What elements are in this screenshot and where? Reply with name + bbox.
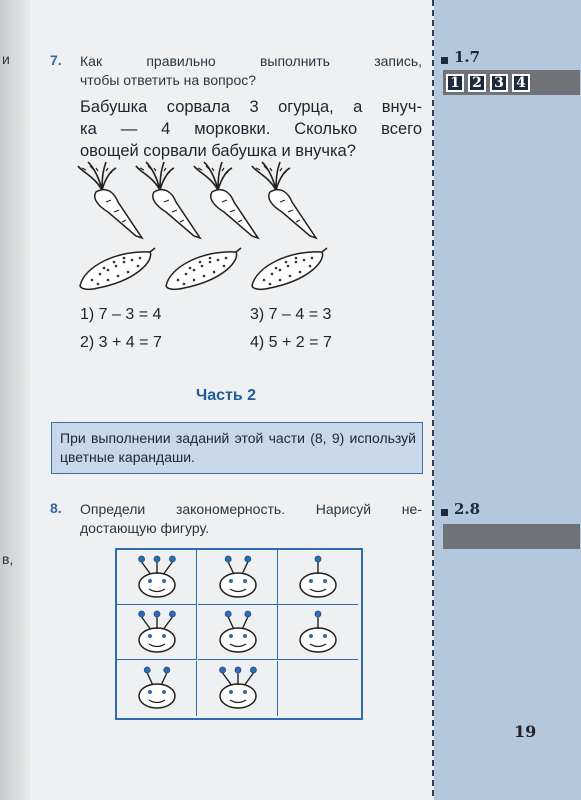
grid-cell[interactable] bbox=[278, 661, 358, 716]
gutter-letter-top: и bbox=[2, 51, 10, 67]
carrot-icon bbox=[252, 162, 316, 238]
grid-cell bbox=[198, 605, 278, 660]
grid-cell bbox=[198, 661, 278, 716]
level-box-1: 1 bbox=[446, 74, 464, 92]
grid-cell bbox=[117, 661, 197, 716]
cucumber-icon bbox=[166, 248, 241, 289]
part-title: Часть 2 bbox=[196, 387, 257, 404]
margin-sidebar bbox=[434, 0, 581, 800]
skill-tag-1: 1.7 bbox=[454, 48, 481, 66]
carrot-icon bbox=[136, 162, 200, 238]
cucumber-icon bbox=[80, 248, 155, 289]
instructions-text: При выполнении заданий этой части (8, 9) используй цветные карандаши. bbox=[60, 430, 416, 465]
story-line-3: овощей сорвали бабушка и внучка? bbox=[80, 142, 356, 160]
bug-face-icon bbox=[117, 661, 197, 716]
grid-cell bbox=[278, 605, 358, 660]
tag-bullet bbox=[441, 509, 448, 516]
carrot-icon bbox=[78, 162, 142, 238]
tag-bullet bbox=[441, 57, 448, 64]
question-line-2: чтобы ответить на вопрос? bbox=[80, 72, 257, 88]
grid-cell bbox=[117, 605, 197, 660]
page-number: 19 bbox=[514, 722, 537, 741]
answer-option-4: 4) 5 + 2 = 7 bbox=[250, 334, 332, 351]
grid-cell bbox=[198, 550, 278, 605]
bug-face-icon bbox=[198, 550, 278, 605]
page-gutter bbox=[0, 0, 30, 800]
story-line-2: ка — 4 морковки. Сколько всего bbox=[80, 120, 422, 138]
bug-face-icon bbox=[278, 605, 358, 660]
carrots-illustration bbox=[76, 162, 346, 240]
level-box-4: 4 bbox=[512, 74, 530, 92]
task8-line-2: достающую фигуру. bbox=[80, 520, 209, 536]
bug-face-icon bbox=[117, 605, 197, 660]
level-box-2: 2 bbox=[468, 74, 486, 92]
level-bar-empty bbox=[443, 524, 580, 549]
answer-option-2: 2) 3 + 4 = 7 bbox=[80, 334, 162, 351]
bug-face-icon bbox=[278, 550, 358, 605]
skill-tag-2: 2.8 bbox=[454, 500, 481, 518]
bug-face-icon bbox=[198, 605, 278, 660]
carrot-icon bbox=[194, 162, 258, 238]
task-number: 7. bbox=[50, 52, 62, 68]
story-line-1: Бабушка сорвала 3 огурца, а внуч- bbox=[80, 98, 422, 116]
instructions-box bbox=[51, 422, 423, 474]
answer-option-1: 1) 7 – 3 = 4 bbox=[80, 306, 162, 323]
cucumber-icon bbox=[252, 248, 327, 289]
level-bar bbox=[443, 70, 580, 95]
dashed-divider bbox=[432, 0, 434, 800]
bug-face-icon bbox=[117, 550, 197, 605]
grid-cell bbox=[117, 550, 197, 605]
question-line-1: Как правильно выполнить запись, bbox=[80, 53, 422, 69]
cucumbers-illustration bbox=[78, 246, 348, 294]
task8-line-1: Определи закономерность. Нарисуй не- bbox=[80, 501, 422, 517]
grid-cell bbox=[278, 550, 358, 605]
level-box-3: 3 bbox=[490, 74, 508, 92]
task-number: 8. bbox=[50, 500, 62, 516]
pattern-grid bbox=[115, 548, 363, 720]
bug-face-icon bbox=[198, 661, 278, 716]
answer-option-3: 3) 7 – 4 = 3 bbox=[250, 306, 332, 323]
gutter-letter-bottom: в, bbox=[2, 551, 14, 567]
